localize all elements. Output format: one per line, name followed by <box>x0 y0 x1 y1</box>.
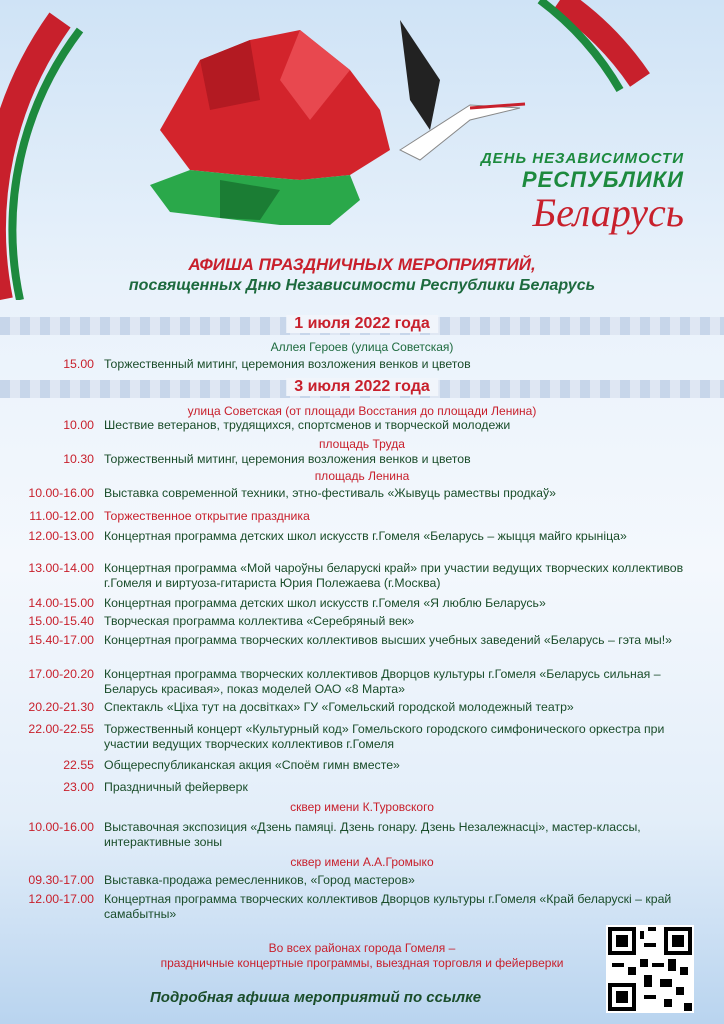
event-text: Выставочная экспозиция «Дзень памяці. Дзень гонару. Дзень Незалежнасці», мастер-классы, интерактивные зоны <box>104 820 641 849</box>
date-band-3 <box>0 380 724 398</box>
date-day1: 1 июля 2022 года <box>286 315 438 333</box>
stork-wing-icon <box>400 20 440 130</box>
event-text: Торжественный концерт «Культурный код» Гомельского городского симфонического оркестра при участии ведущих творческих коллективов г.Гомеля <box>104 722 665 751</box>
event-text: Торжественное открытие праздника <box>104 509 310 523</box>
event-text: Торжественный митинг, церемония возложения венков и цветов <box>104 452 471 466</box>
event-text: Праздничный фейерверк <box>104 780 248 794</box>
qr-code-icon <box>608 927 692 1011</box>
event-time: 15.00-15.40 <box>28 614 94 628</box>
event-time: 10.00 <box>63 418 94 432</box>
red-arc-right <box>560 0 640 80</box>
afisha-title: АФИША ПРАЗДНИЧНЫХ МЕРОПРИЯТИЙ, <box>188 255 536 274</box>
afisha-heading <box>0 255 724 295</box>
event-time: 11.00-12.00 <box>29 509 94 523</box>
event-time: 13.00-14.00 <box>28 561 94 575</box>
event-text: Творческая программа коллектива «Серебряный век» <box>104 614 415 628</box>
event-time: 23.00 <box>63 780 94 794</box>
event-time: 15.40-17.00 <box>28 633 94 647</box>
location-truda: площадь Труда <box>319 437 405 451</box>
footer-line2: праздничные концертные программы, выездная торговля и фейерверки <box>160 956 564 970</box>
date-day3: 3 июля 2022 года <box>286 378 438 396</box>
map-shade-icon <box>200 40 260 110</box>
qr-code[interactable] <box>606 925 694 1013</box>
event-text: Торжественный митинг, церемония возложения венков и цветов <box>104 357 471 371</box>
afisha-subtitle: посвященных Дню Независимости Республики Беларусь <box>128 277 596 294</box>
map-red-icon <box>160 30 390 180</box>
event-time: 10.00-16.00 <box>28 486 94 500</box>
event-text: Выставка-продажа ремесленников, «Город мастеров» <box>104 873 415 887</box>
holiday-title <box>424 150 684 233</box>
event-text: Выставка современной техники, этно-фестиваль «Жывуць рамествы продкаў» <box>104 486 557 500</box>
event-time: 22.00-22.55 <box>28 722 94 736</box>
date-band-1 <box>0 317 724 335</box>
location-turovsky: сквер имени К.Туровского <box>290 800 434 814</box>
event-text: Спектакль «Ціха тут на досвітках» ГУ «Гомельский городской молодежный театр» <box>104 700 574 714</box>
event-text: Шествие ветеранов, трудящихся, спортсменов и творческой молодежи <box>104 418 511 432</box>
event-text: Концертная программа творческих коллективов Дворцов культуры г.Гомеля «Край беларускі – край самабытны» <box>104 892 672 921</box>
event-text: Концертная программа «Мой чароўны беларускі край» при участии ведущих творческих коллективов г.Гомеля и виртуоза-гитариста Юрия Полежаева (г.Москва) <box>104 561 684 590</box>
holiday-title-line3: Беларусь <box>532 190 684 235</box>
event-time: 22.55 <box>63 758 94 772</box>
footer-link-text: Подробная афиша мероприятий по ссылке <box>150 989 482 1006</box>
event-time: 12.00-13.00 <box>28 529 94 543</box>
holiday-title-line1: ДЕНЬ НЕЗАВИСИМОСТИ <box>480 150 684 167</box>
event-time: 14.00-15.00 <box>28 596 94 610</box>
event-time: 10.30 <box>63 452 94 466</box>
event-time: 09.30-17.00 <box>28 873 94 887</box>
location-sovetskaya: улица Советская (от площади Восстания до площади Ленина) <box>187 404 537 418</box>
event-time: 10.00-16.00 <box>28 820 94 834</box>
holiday-title-line2: РЕСПУБЛИКИ <box>521 167 684 192</box>
event-text: Концертная программа детских школ искусств г.Гомеля «Беларусь – жыцця майго крыніца» <box>104 529 627 543</box>
location-lenina: площадь Ленина <box>314 469 410 483</box>
event-time: 12.00-17.00 <box>28 892 94 906</box>
location-alley: Аллея Героев (улица Советская) <box>270 340 454 354</box>
event-text: Концертная программа детских школ искусств г.Гомеля «Я люблю Беларусь» <box>104 596 546 610</box>
event-text: Общереспубликанская акция «Споём гимн вместе» <box>104 758 400 772</box>
event-text: Концертная программа творческих коллективов Дворцов культуры г.Гомеля «Беларусь сильная – Беларусь красивая», показ моделей ОАО «8 Марта» <box>104 667 661 696</box>
footer-line1: Во всех районах города Гомеля – <box>268 941 456 955</box>
event-time: 20.20-21.30 <box>28 700 94 714</box>
event-time: 15.00 <box>63 357 94 371</box>
location-gromyko: сквер имени А.А.Громыко <box>290 855 434 869</box>
event-text: Концертная программа творческих коллективов высших учебных заведений «Беларусь – гэта мы!» <box>104 633 673 647</box>
event-time: 17.00-20.20 <box>28 667 94 681</box>
